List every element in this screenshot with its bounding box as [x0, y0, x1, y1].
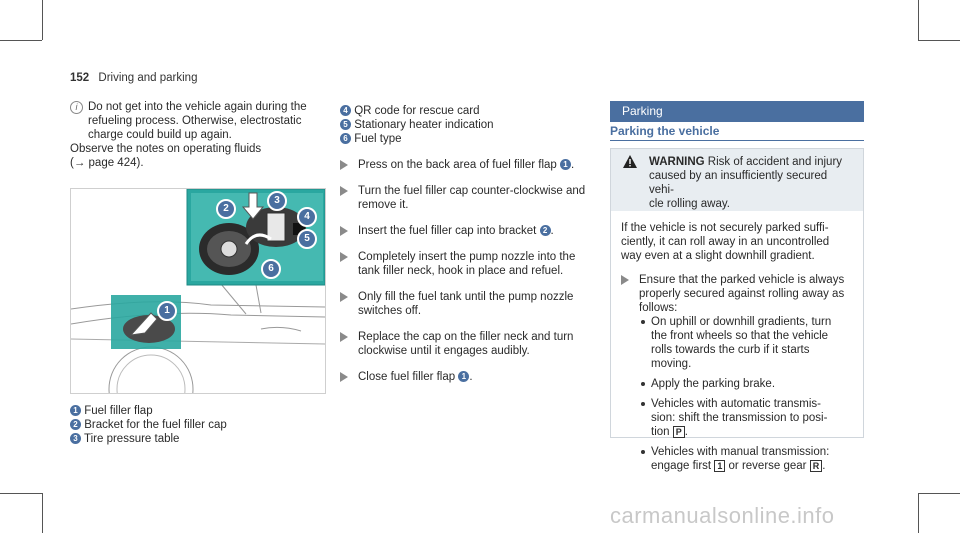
gear-1-key: 1	[714, 460, 725, 472]
crop-mark	[918, 493, 960, 494]
crop-mark	[42, 493, 43, 533]
legend-item: 3 Tire pressure table	[70, 432, 330, 446]
info-icon: i	[70, 101, 83, 114]
step-item: Completely insert the pump nozzle into the tank filler neck, hook in place and refuel.	[340, 250, 602, 286]
info-note	[70, 100, 330, 170]
callout-3: 3	[267, 191, 287, 211]
crop-mark	[42, 0, 43, 40]
legend-item: 5 Stationary heater indication	[340, 118, 600, 132]
refueling-figure	[70, 188, 326, 394]
section-title-bar: Parking	[610, 101, 864, 122]
page-number: 152	[70, 72, 90, 84]
legend-item: 6 Fuel type	[340, 132, 600, 146]
legend-item: 2 Bracket for the fuel filler cap	[70, 418, 330, 432]
note-line: Do not get into the vehicle again during the	[88, 101, 307, 113]
step-arrow-icon	[340, 372, 348, 382]
refuel-steps	[340, 158, 602, 392]
car-illustration	[71, 189, 325, 393]
gear-p-key: P	[673, 426, 685, 438]
figure-legend	[70, 404, 330, 446]
subsection-title: Parking the vehicle	[610, 124, 864, 141]
bullet-list	[611, 315, 863, 473]
step-item: Only fill the fuel tank until the pump nozzle switches off.	[340, 290, 602, 326]
step-arrow-icon	[340, 332, 348, 342]
warning-body: If the vehicle is not securely parked suffi- ciently, it can roll away in an uncontrolled way even at a slight downhill gradient.	[621, 222, 830, 262]
page-reference-link[interactable]: (→ page 424).	[70, 157, 144, 169]
warning-label: WARNING	[649, 156, 705, 168]
crop-mark	[918, 0, 919, 40]
section-name: Driving and parking	[98, 72, 198, 84]
step-item: Close fuel filler flap 1 .	[340, 370, 602, 392]
note-line: refueling process. Otherwise, electrostatic	[88, 115, 302, 127]
step-item: Insert the fuel filler cap into bracket 2 .	[340, 224, 602, 246]
list-item: Vehicles with automatic transmis- sion: shift the transmission to posi- tion P .	[651, 397, 853, 439]
figure-legend-continued	[340, 104, 600, 146]
page-header	[70, 72, 197, 84]
step-arrow-icon	[340, 292, 348, 302]
bullet-icon	[641, 402, 645, 406]
callout-4: 4	[297, 207, 317, 227]
bullet-icon	[641, 450, 645, 454]
step-arrow-icon	[340, 226, 348, 236]
note-line: Observe the notes on operating fluids	[70, 143, 262, 155]
step-arrow-icon	[340, 186, 348, 196]
warning-triangle-icon	[623, 155, 637, 168]
step-item: Press on the back area of fuel filler flap 1 .	[340, 158, 602, 180]
step-arrow-icon	[340, 160, 348, 170]
step-item: Ensure that the parked vehicle is always properly secured against rolling away as follows:	[611, 263, 863, 315]
callout-1: 1	[157, 301, 177, 321]
list-item: Apply the parking brake.	[651, 377, 853, 391]
gear-r-key: R	[810, 460, 823, 472]
step-item: Replace the cap on the filler neck and turn clockwise until it engages audibly.	[340, 330, 602, 366]
list-item: Vehicles with manual transmission: engage first 1 or reverse gear R .	[651, 445, 853, 473]
legend-item: 4 QR code for rescue card	[340, 104, 600, 118]
callout-5: 5	[297, 229, 317, 249]
crop-mark	[918, 40, 960, 41]
note-line: charge could build up again.	[88, 129, 232, 141]
warning-panel: WARNING Risk of accident and injury caused by an insufficiently secured vehi- cle rolling away.	[611, 149, 863, 211]
list-item: On uphill or downhill gradients, turn the front wheels so that the vehicle rolls towards the curb if it starts moving.	[651, 315, 853, 371]
crop-mark	[0, 40, 42, 41]
step-item: Turn the fuel filler cap counter-clockwise and remove it.	[340, 184, 602, 220]
bullet-icon	[641, 320, 645, 324]
bullet-icon	[641, 382, 645, 386]
callout-2: 2	[216, 199, 236, 219]
legend-item: 1 Fuel filler flap	[70, 404, 330, 418]
step-arrow-icon	[621, 275, 629, 285]
crop-mark	[918, 493, 919, 533]
crop-mark	[0, 493, 42, 494]
watermark: carmanualsonline.info	[610, 503, 835, 528]
step-arrow-icon	[340, 252, 348, 262]
callout-6: 6	[261, 259, 281, 279]
warning-box	[610, 148, 864, 472]
